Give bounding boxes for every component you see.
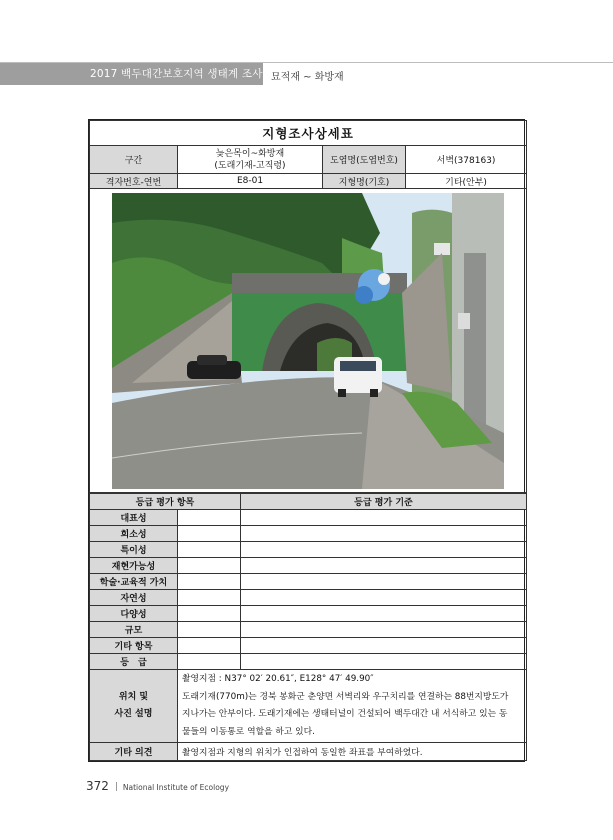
site-photo xyxy=(112,193,504,489)
eval-item-header: 등급 평가 항목 xyxy=(90,494,241,510)
eval-label: 희소성 xyxy=(90,526,178,542)
page-number: 372 xyxy=(86,779,109,793)
page-footer xyxy=(86,775,229,794)
eval-row xyxy=(90,606,527,622)
institute-name: National Institute of Ecology xyxy=(122,783,230,792)
eval-row xyxy=(90,590,527,606)
eval-value xyxy=(178,526,241,542)
evaluation-table xyxy=(89,493,527,761)
eval-label: 기타 항목 xyxy=(90,638,178,654)
eval-criteria xyxy=(241,654,527,670)
eval-criteria xyxy=(241,510,527,526)
running-header-section: 묘적재 ~ 화방재 xyxy=(271,72,344,83)
other-text: 촬영지점과 지형의 위치가 인접하여 동일한 좌표를 부여하였다. xyxy=(178,743,527,761)
eval-criteria xyxy=(241,622,527,638)
location-line: 촬영지점 : N37° 02′ 20.61″, E128° 47′ 49.90″ xyxy=(182,674,374,684)
photo-cell xyxy=(90,189,527,493)
map-value: 서벽(378163) xyxy=(406,146,527,174)
eval-value xyxy=(178,510,241,526)
eval-label: 규모 xyxy=(90,622,178,638)
eval-criteria xyxy=(241,574,527,590)
sheet-title: 지형조사상세표 xyxy=(90,121,527,146)
section-value xyxy=(178,146,323,174)
eval-row xyxy=(90,622,527,638)
eval-row xyxy=(90,654,527,670)
eval-value xyxy=(178,590,241,606)
eval-row xyxy=(90,574,527,590)
grid-label: 격자번호-연번 xyxy=(90,174,178,189)
landform-label: 지형명(기호) xyxy=(323,174,406,189)
eval-criteria xyxy=(241,606,527,622)
eval-label: 재현가능성 xyxy=(90,558,178,574)
location-line: 도래기재(770m)는 경북 봉화군 춘양면 서벽리와 우구치리를 연결하는 88번지방도가 xyxy=(182,691,509,702)
eval-row xyxy=(90,542,527,558)
location-label xyxy=(90,670,178,743)
eval-row xyxy=(90,638,527,654)
location-line: 물들의 이동통로 역할을 하고 있다. xyxy=(182,726,315,737)
eval-criteria xyxy=(241,526,527,542)
eval-row xyxy=(90,510,527,526)
eval-criteria xyxy=(241,638,527,654)
location-description xyxy=(178,670,527,743)
eval-label: 특이성 xyxy=(90,542,178,558)
eval-row xyxy=(90,558,527,574)
eval-row xyxy=(90,526,527,542)
eval-label: 자연성 xyxy=(90,590,178,606)
eval-value xyxy=(178,574,241,590)
eval-criteria xyxy=(241,590,527,606)
tunnel-photo-illustration xyxy=(112,193,504,489)
eval-value xyxy=(178,558,241,574)
location-label-line1: 위치 및 xyxy=(118,692,149,702)
section-value-line2: (도래기재-고직령) xyxy=(214,160,286,171)
survey-table xyxy=(89,120,527,493)
landform-value: 기타(안부) xyxy=(406,174,527,189)
eval-value xyxy=(178,606,241,622)
location-line: 지나가는 안부이다. 도래기재에는 생태터널이 건설되어 백두대간 내 서식하고 있는 동 xyxy=(182,709,508,719)
eval-criteria xyxy=(241,542,527,558)
running-header-title: 2017 백두대간보호지역 생태계 조사 xyxy=(90,68,263,80)
map-label: 도엽명(도엽번호) xyxy=(323,146,406,174)
eval-value xyxy=(178,542,241,558)
survey-sheet xyxy=(88,119,525,762)
grid-value: E8-01 xyxy=(178,174,323,189)
section-value-line1: 늦은목이~화방재 xyxy=(215,148,285,159)
eval-criteria-header: 등급 평가 기준 xyxy=(241,494,527,510)
eval-criteria xyxy=(241,558,527,574)
footer-divider xyxy=(116,782,117,791)
eval-value xyxy=(178,622,241,638)
section-label: 구간 xyxy=(90,146,178,174)
eval-value xyxy=(178,654,241,670)
eval-label: 다양성 xyxy=(90,606,178,622)
eval-label: 학술·교육적 가치 xyxy=(90,574,178,590)
eval-label: 등 급 xyxy=(90,654,178,670)
eval-label: 대표성 xyxy=(90,510,178,526)
eval-value xyxy=(178,638,241,654)
location-label-line2: 사진 설명 xyxy=(114,709,153,719)
other-label: 기타 의견 xyxy=(90,743,178,761)
